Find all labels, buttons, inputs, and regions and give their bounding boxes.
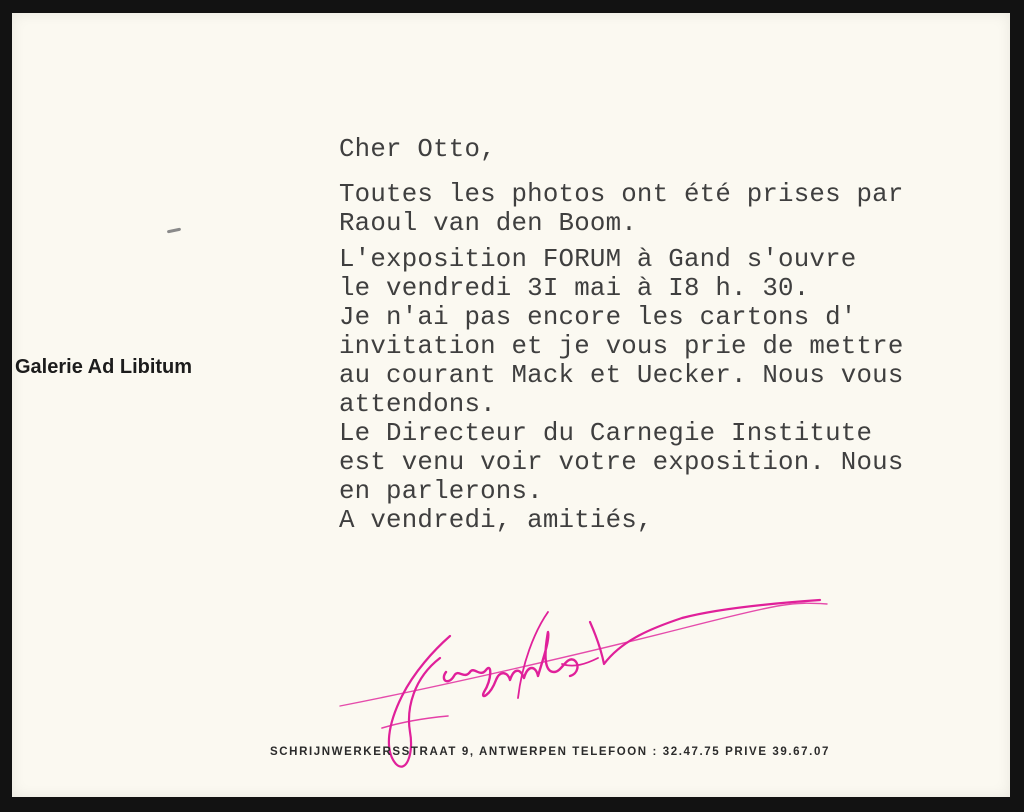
- letter-line: au courant Mack et Uecker. Nous vous: [339, 361, 904, 390]
- letter-line: attendons.: [339, 390, 496, 419]
- letter-body: [339, 135, 904, 535]
- letter-line: Le Directeur du Carnegie Institute: [339, 419, 873, 448]
- paper-mark: [167, 228, 181, 234]
- closing: A vendredi, amitiés,: [339, 506, 653, 535]
- letter-card: [12, 13, 1010, 797]
- letter-line: invitation et je vous prie de mettre: [339, 332, 904, 361]
- salutation: Cher Otto,: [339, 135, 496, 164]
- letter-line: Je n'ai pas encore les cartons d': [339, 303, 857, 332]
- gallery-name: Galerie Ad Libitum: [15, 356, 193, 378]
- letter-line: Toutes les photos ont été prises par: [339, 180, 904, 209]
- letterhead-address: SCHRIJNWERKERSSTRAAT 9, ANTWERPEN TELEFOON : 32.47.75 PRIVE 39.67.07: [270, 746, 830, 758]
- letter-line: Raoul van den Boom.: [339, 209, 637, 238]
- letter-line: en parlerons.: [339, 477, 543, 506]
- letter-line: est venu voir votre exposition. Nous: [339, 448, 904, 477]
- letter-line: L'exposition FORUM à Gand s'ouvre: [339, 245, 857, 274]
- letter-line: le vendredi 3I mai à I8 h. 30.: [339, 274, 810, 303]
